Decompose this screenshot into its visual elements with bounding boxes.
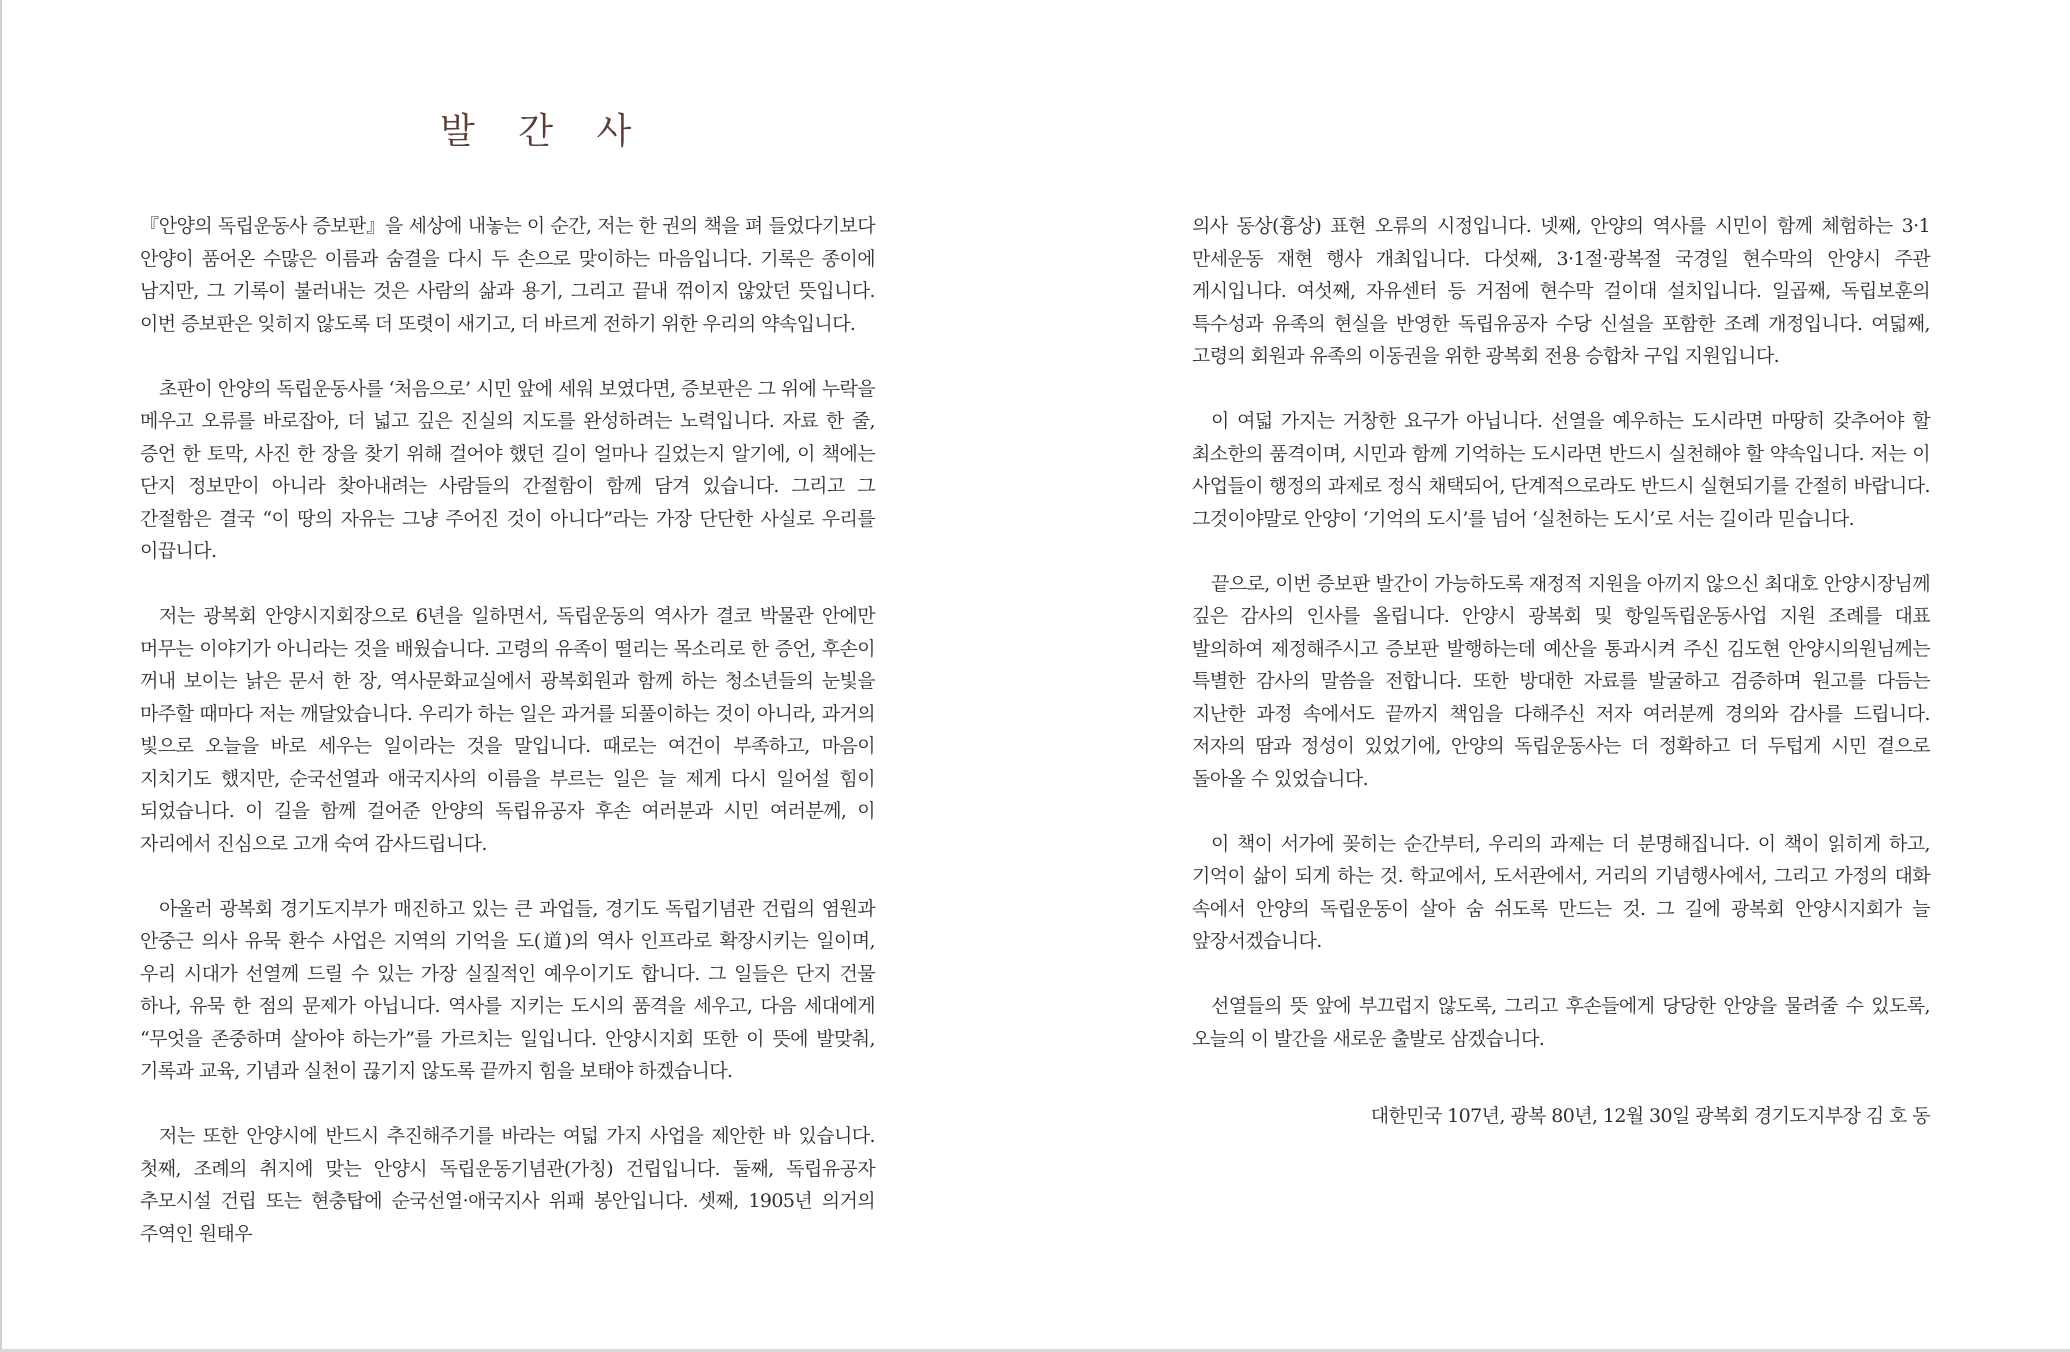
paragraph: 이 책이 서가에 꽂히는 순간부터, 우리의 과제는 더 분명해집니다. 이 책이 읽히게 하고, 기억이 삶이 되게 하는 것. 학교에서, 도서관에서, 거리의 기념행사에서, 그리고 가정의 대화 속에서 안양의 독립운동이 살아 숨 쉬도록 만드는 것. 그 길에 광복회 안양시지회가 늘 앞장서겠습니다. <box>1192 832 1930 952</box>
paragraph: 아울러 광복회 경기도지부가 매진하고 있는 큰 과업들, 경기도 독립기념관 건립의 염원과 안중근 의사 유묵 환수 사업은 지역의 기억을 도(道)의 역사 인프라로 확장시키는 일이며, 우리 시대가 선열께 드릴 수 있는 가장 실질적인 예우이기도 합니다. 그 일들은 단지 건물 하나, 유묵 한 점의 문제가 아닙니다. 역사를 지키는 도시의 품격을 세우고, 다음 세대에게 “무엇을 존중하며 살아야 하는가”를 가르치는 일입니다. 안양시지회 또한 이 뜻에 발맞춰, 기록과 교육, 기념과 실천이 끊기지 않도록 끝까지 힘을 보태야 하겠습니다. <box>140 897 875 1082</box>
paragraph: 『안양의 독립운동사 증보판』을 세상에 내놓는 이 순간, 저는 한 권의 책을 펴 들었다기보다 안양이 품어온 수많은 이름과 숨결을 다시 두 손으로 맞이하는 마음입니다. 기록은 종이에 남지만, 그 기록이 불러내는 것은 사람의 삶과 용기, 그리고 끝내 꺾이지 않았던 뜻입니다. 이번 증보판은 잊히지 않도록 더 또렷이 새기고, 더 바르게 전하기 위한 우리의 약속입니다. <box>140 215 875 335</box>
paragraph: 초판이 안양의 독립운동사를 ‘처음으로’ 시민 앞에 세워 보였다면, 증보판은 그 위에 누락을 메우고 오류를 바로잡아, 더 넓고 깊은 진실의 지도를 완성하려는 노력입니다. 자료 한 줄, 증언 한 토막, 사진 한 장을 찾기 위해 걸어야 했던 길이 얼마나 길었는지 알기에, 이 책에는 단지 정보만이 아니라 찾아내려는 사람들의 간절함이 함께 담겨 있습니다. 그리고 그 간절함은 결국 “이 땅의 자유는 그냥 주어진 것이 아니다”라는 가장 단단한 사실로 우리를 이끕니다. <box>140 377 875 562</box>
right-page-body <box>1192 210 1930 1133</box>
signature-line: 대한민국 107년, 광복 80년, 12월 30일 광복회 경기도지부장 김 호 동 <box>1370 1105 1930 1127</box>
paragraph: 의사 동상(흉상) 표현 오류의 시정입니다. 넷째, 안양의 역사를 시민이 함께 체험하는 3·1 만세운동 재현 행사 개최입니다. 다섯째, 3·1절·광복절 국경일 현수막의 안양시 주관 게시입니다. 여섯째, 자유센터 등 거점에 현수막 걸이대 설치입니다. 일곱째, 독립보훈의 특수성과 유족의 현실을 반영한 독립유공자 수당 신설을 포함한 조례 개정입니다. 여덟째, 고령의 회원과 유족의 이동권을 위한 광복회 전용 승합차 구입 지원입니다. <box>1192 215 1930 367</box>
paragraph: 선열들의 뜻 앞에 부끄럽지 않도록, 그리고 후손들에게 당당한 안양을 물려줄 수 있도록, 오늘의 이 발간을 새로운 출발로 삼겠습니다. <box>1192 995 1930 1050</box>
paragraph: 이 여덟 가지는 거창한 요구가 아닙니다. 선열을 예우하는 도시라면 마땅히 갖추어야 할 최소한의 품격이며, 시민과 함께 기억하는 도시라면 반드시 실천해야 할 약속입니다. 저는 이 사업들이 행정의 과제로 정식 채택되어, 단계적으로라도 반드시 실현되기를 간절히 바랍니다. 그것이야말로 안양이 ‘기억의 도시’를 넘어 ‘실천하는 도시’로 서는 길이라 믿습니다. <box>1192 410 1930 530</box>
paragraph: 끝으로, 이번 증보판 발간이 가능하도록 재정적 지원을 아끼지 않으신 최대호 안양시장님께 깊은 감사의 인사를 올립니다. 안양시 광복회 및 항일독립운동사업 지원 조례를 대표 발의하여 제정해주시고 증보판 발행하는데 예산을 통과시켜 주신 김도현 안양시의원님께는 특별한 감사의 말씀을 전합니다. 또한 방대한 자료를 발굴하고 검증하며 원고를 다듬는 지난한 과정 속에서도 끝까지 책임을 다해주신 저자 여러분께 경의와 감사를 드립니다. 저자의 땀과 정성이 있었기에, 안양의 독립운동사는 더 정확하고 더 두텁게 시민 곁으로 돌아올 수 있었습니다. <box>1192 572 1930 790</box>
paragraph: 저는 광복회 안양시지회장으로 6년을 일하면서, 독립운동의 역사가 결코 박물관 안에만 머무는 이야기가 아니라는 것을 배웠습니다. 고령의 유족이 떨리는 목소리로 한 증언, 후손이 꺼내 보이는 낡은 문서 한 장, 역사문화교실에서 광복회원과 함께 하는 청소년들의 눈빛을 마주할 때마다 저는 깨달았습니다. 우리가 하는 일은 과거를 되풀이하는 것이 아니라, 과거의 빛으로 오늘을 바로 세우는 일이라는 것을 말입니다. 때로는 여건이 부족하고, 마음이 지치기도 했지만, 순국선열과 애국지사의 이름을 부르는 일은 늘 제게 다시 일어설 힘이 되었습니다. 이 길을 함께 걸어준 안양의 독립유공자 후손 여러분과 시민 여러분께, 이 자리에서 진심으로 고개 숙여 감사드립니다. <box>140 605 875 855</box>
paragraph: 저는 또한 안양시에 반드시 추진해주기를 바라는 여덟 가지 사업을 제안한 바 있습니다. 첫째, 조례의 취지에 맞는 안양시 독립운동기념관(가칭) 건립입니다. 둘째, 독립유공자 추모시설 건립 또는 현충탑에 순국선열·애국지사 위패 봉안입니다. 셋째, 1905년 의거의 주역인 원태우 <box>140 1125 875 1245</box>
left-page-body <box>140 210 875 1250</box>
page-edge-left <box>0 0 2 1352</box>
page-title: 발 간 사 <box>440 111 648 152</box>
